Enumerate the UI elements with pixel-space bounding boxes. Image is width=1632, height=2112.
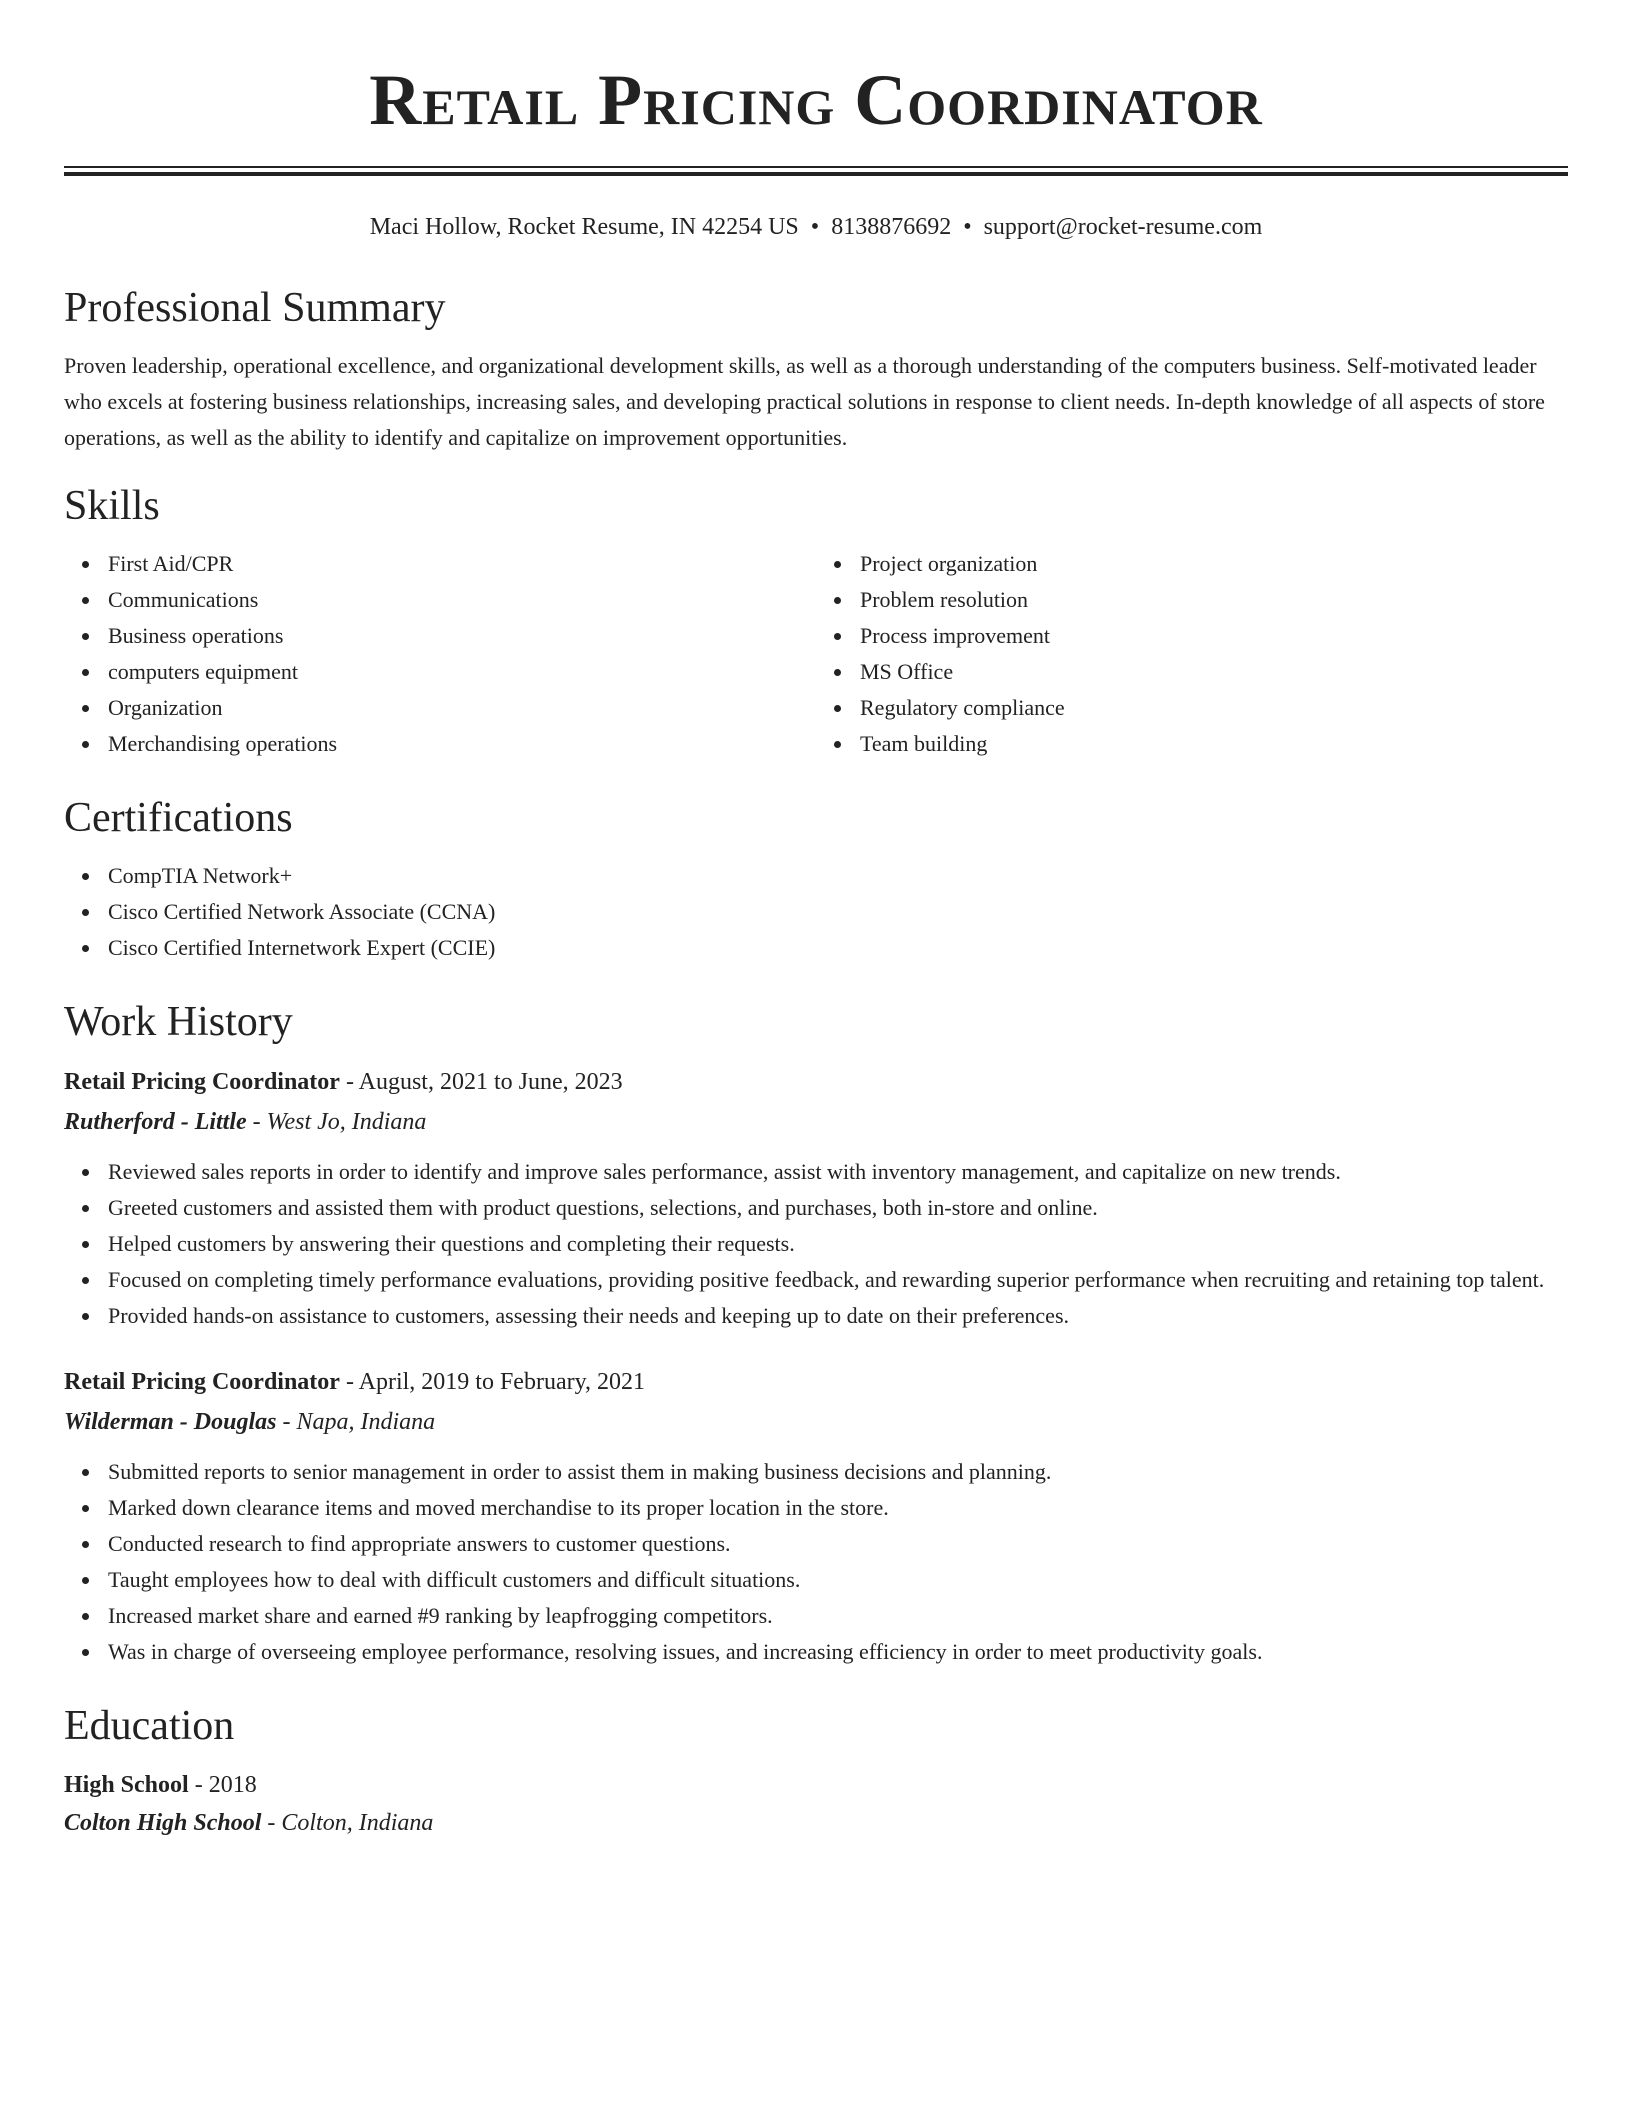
summary-heading: Professional Summary xyxy=(64,285,446,331)
education-year: - 2018 xyxy=(188,1772,257,1798)
job-bullets xyxy=(64,1454,1568,1670)
contact-separator: • xyxy=(963,214,972,240)
skills-list-left xyxy=(64,546,816,762)
job-bullet: Was in charge of overseeing employee performance, resolving issues, and increasing efficiency in order to meet productivity goals. xyxy=(108,1634,1568,1670)
job-header xyxy=(64,1362,1568,1402)
job-dates: - April, 2019 to February, 2021 xyxy=(339,1369,646,1395)
job-bullet: Taught employees how to deal with difficult customers and difficult situations. xyxy=(108,1562,1568,1598)
skill-item: computers equipment xyxy=(108,654,816,690)
job-company: Wilderman - Douglas xyxy=(64,1409,277,1435)
contact-address: Maci Hollow, Rocket Resume, IN 42254 US xyxy=(369,214,799,240)
education-degree: High School xyxy=(64,1772,189,1798)
job-bullets xyxy=(64,1154,1568,1334)
job-bullet: Reviewed sales reports in order to identify and improve sales performance, assist with inventory management, and capitalize on new trends. xyxy=(108,1154,1568,1190)
job-entry xyxy=(64,1062,1568,1334)
skill-item: Organization xyxy=(108,690,816,726)
job-employer xyxy=(64,1402,1568,1442)
skill-item: Project organization xyxy=(860,546,1568,582)
title-divider xyxy=(64,166,1568,176)
job-bullet: Helped customers by answering their questions and completing their requests. xyxy=(108,1226,1568,1262)
job-role: Retail Pricing Coordinator xyxy=(64,1069,340,1095)
job-role: Retail Pricing Coordinator xyxy=(64,1369,340,1395)
job-bullet: Focused on completing timely performance evaluations, providing positive feedback, and rewarding superior performance when recruiting and retaining top talent. xyxy=(108,1262,1568,1298)
job-dates: - August, 2021 to June, 2023 xyxy=(339,1069,623,1095)
contact-email: support@rocket-resume.com xyxy=(983,214,1263,240)
job-location: - West Jo, Indiana xyxy=(246,1109,427,1135)
job-location: - Napa, Indiana xyxy=(276,1409,436,1435)
education-institution xyxy=(64,1804,1568,1842)
job-bullet: Provided hands-on assistance to customers, assessing their needs and keeping up to date on their preferences. xyxy=(108,1298,1568,1334)
job-bullet: Marked down clearance items and moved merchandise to its proper location in the store. xyxy=(108,1490,1568,1526)
job-company: Rutherford - Little xyxy=(64,1109,247,1135)
education-heading: Education xyxy=(64,1703,235,1749)
skills-list-right xyxy=(816,546,1568,762)
contact-phone: 8138876692 xyxy=(831,214,952,240)
education-header xyxy=(64,1766,1568,1804)
skill-item: Problem resolution xyxy=(860,582,1568,618)
skill-item: First Aid/CPR xyxy=(108,546,816,582)
resume-title: Retail Pricing Coordinator xyxy=(369,60,1263,140)
certifications-list xyxy=(64,858,1568,966)
job-bullet: Increased market share and earned #9 ranking by leapfrogging competitors. xyxy=(108,1598,1568,1634)
education-school: Colton High School xyxy=(64,1810,262,1836)
certifications-heading: Certifications xyxy=(64,795,293,841)
job-entry xyxy=(64,1362,1568,1670)
job-employer xyxy=(64,1102,1568,1142)
certification-item: Cisco Certified Internetwork Expert (CCIE) xyxy=(108,930,1568,966)
skills-columns xyxy=(64,546,1568,762)
certification-item: Cisco Certified Network Associate (CCNA) xyxy=(108,894,1568,930)
skill-item: Business operations xyxy=(108,618,816,654)
job-header xyxy=(64,1062,1568,1102)
certification-item: CompTIA Network+ xyxy=(108,858,1568,894)
skill-item: Communications xyxy=(108,582,816,618)
contact-line xyxy=(64,212,1568,242)
contact-separator: • xyxy=(810,214,820,240)
summary-text: Proven leadership, operational excellence, and organizational development skills, as well as a thorough understanding of the computers business. Self-motivated leader who excels at fostering business relationships, increasing sales, and developing practical solutions in response to client needs. In-depth knowledge of all aspects of store operations, as well as the ability to identify and capitalize on improvement opportunities. xyxy=(64,353,1545,450)
work-history-heading: Work History xyxy=(64,999,293,1045)
skill-item: Regulatory compliance xyxy=(860,690,1568,726)
job-bullet: Greeted customers and assisted them with product questions, selections, and purchases, both in-store and online. xyxy=(108,1190,1568,1226)
skill-item: Merchandising operations xyxy=(108,726,816,762)
job-bullet: Conducted research to find appropriate answers to customer questions. xyxy=(108,1526,1568,1562)
skill-item: Process improvement xyxy=(860,618,1568,654)
job-bullet: Submitted reports to senior management in order to assist them in making business decisions and planning. xyxy=(108,1454,1568,1490)
skill-item: MS Office xyxy=(860,654,1568,690)
skill-item: Team building xyxy=(860,726,1568,762)
skills-heading: Skills xyxy=(64,483,160,529)
education-location: - Colton, Indiana xyxy=(261,1810,434,1836)
